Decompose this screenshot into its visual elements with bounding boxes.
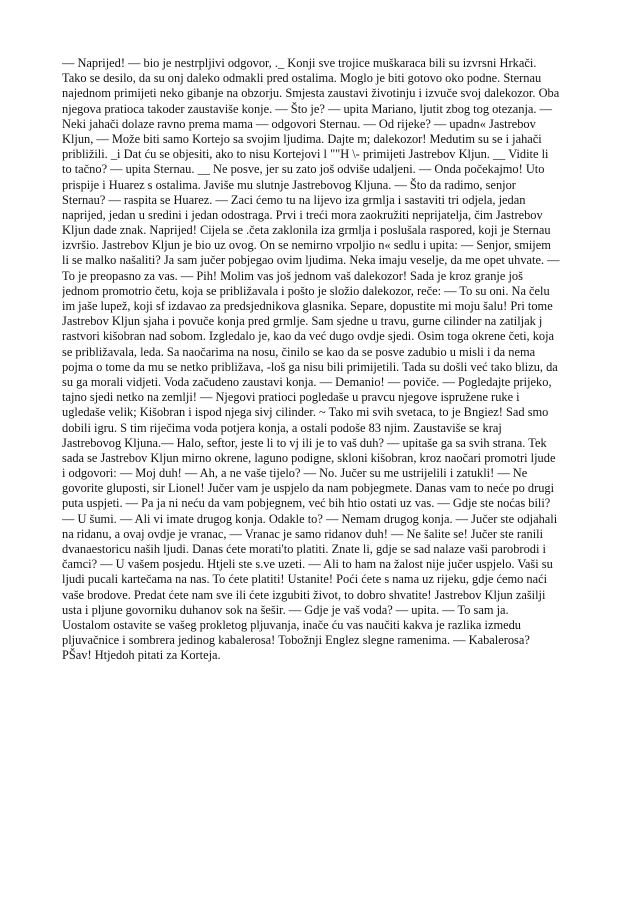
text-line: naprijed, jedan u sredini i jedan odostraga. Prvi i treći mora zaokružiti neprijatelja, čim Jastrebov: [62, 207, 543, 222]
text-line: Kljun dade znak. Naprijed! Cijela se .četa zaklonila iza grmlja i poslušala raspored, koji je Sternau: [62, 223, 551, 238]
text-line: ljudi pucali kartečama na nas. To ćete platiti! Ustanite! Poći ćete s nama uz rijeku, gdje ćemo naći: [62, 572, 548, 587]
text-line: — U šumi. — Ali vi imate drugog konja. Odakle to? — Nemam drugog konja. — Jučer ste odjahali: [62, 511, 558, 526]
text-line: Tako se desilo, da su onj daleko odmakli pred ostalima. Moglo je biti gotovo oko podne. Sternau: [62, 71, 542, 86]
text-line: Sternau? — raspita se Huarez. — Zaci ćemo tu na lijevo iza grmlja i sastaviti tri odjela, jedan: [62, 192, 526, 207]
text-line: To je preopasno za vas. — Pih! Molim vas još jednom vaš dalekozor! Sada je kroz granje još: [62, 268, 523, 283]
text-line: njegova pratioca takoder zaustaviše konje. — Što je? — upita Mariano, ljutit zbog tog otezanja. —: [62, 101, 552, 116]
text-line: čamci? — U vašem posjedu. Htjeli ste s.ve uzeti. — Ali to ham na žalost nije jučer uspjelo. Vaši su: [62, 557, 553, 572]
text-line: izvršio. Jastrebov Kljun je bio uz ovog. On se nemirno vrpoljio n« sedlu i upita: — Senjor, smijem: [62, 238, 551, 253]
text-line: PŠav! Htjedoh pitati za Korteja.: [62, 648, 221, 663]
text-line: li se malko našaliti? Ja sam jučer pobjegao ovim ljudima. Neka imaju veselje, da me opet uhvate. —: [62, 253, 560, 268]
text-line: tajno sjedi netko na zemlji! — Njegovi pratioci pogledaše u pravcu njegove ispružene ruke i: [62, 390, 520, 405]
text-line: se približavala, leda. Sa naočarima na nosu, činilo se kao da se posve zadubio u misli i da nema: [62, 344, 536, 359]
text-line: približili. _i Dat ću se objesiti, ako to nisu Kortejovi l ""H \- primijeti Jastrebov Kljun. __ Vidite li: [62, 147, 549, 162]
text-line: ugledaše velik; Kišobran i ispod njega sivj cilinder. ~ Tako mi svih svetaca, to je Bngiez! Sad smo: [62, 405, 549, 420]
text-line: pojma o tome da mu se netko približava, -loš ga nisu bili primijetili. Tada su došli već tako blizu, da: [62, 359, 558, 374]
text-line: Kljun, — Može biti samo Kortejo sa svojim ljudima. Dajte m; dalekozor! Medutim su se i jahači: [62, 131, 542, 146]
text-line: usta i pljune govorniku duhanov sok na šešir. — Gdje je vaš voda? — upita. — To sam ja.: [62, 602, 509, 617]
body-text: [62, 56, 582, 664]
text-line: dvanaestoricu naših ljudi. Danas ćete morati'to platiti. Znate li, gdje se sad nalaze vaši parobrodi i: [62, 542, 546, 556]
text-line: to tačno? — upita Sternau. __ Ne posve, jer su zato još odviše udaljeni. — Onda počekajmo! Uto: [62, 162, 545, 177]
text-line: jednom promotrio četu, koja se približavala i pošto je složio dalekozor, reče: — To su oni. Na čelu: [62, 283, 550, 298]
text-line: Neki jahači dolaze ravno prema mama — odgovori Sternau. — Od rijeke? — upadn« Jastrebov: [62, 116, 536, 131]
text-line: vaše brodove. Predat ćete nam sve ili ćete izgubiti život, to dobro shvatite! Jastrebov Kljun zašilji: [62, 587, 546, 602]
text-line: sada se Jastrebov Kljun mirno okrene, laguno podigne, skloni kišobran, kroz naočari promotri ljude: [62, 450, 556, 465]
text-line: rastvori kišobran nad sobom. Izgledalo je, kao da već dugo ovdje sjedi. Osim toga okrene četi, koja: [62, 329, 555, 344]
text-line: pljuvačnice i sombrera jedinog kabalerosa! Tobožnji Englez slegne ramenima. — Kabalerosa?: [62, 633, 530, 648]
text-line: su ga morali vidjeti. Voda začudeno zaustavi konja. — Demanio! — poviče. — Pogledajte prijeko,: [62, 374, 552, 389]
text-line: Jastrebov Kljun sjaha i povuče konja pred grmlje. Sam sjedne u travu, gurne cilinder na zatiljak j: [62, 314, 543, 329]
text-line: i odgovori: — Moj duh! — Ah, a ne vaše tijelo? — No. Jučer su me ustrijelili i zatukli! — Ne: [62, 466, 528, 481]
text-line: govorite gluposti, sir Lionel! Jučer vam je uspjelo da nam pobjegmete. Danas vam to neće po drugi: [62, 481, 555, 496]
text-line: najednom primijeti neko gibanje na obzorju. Smjesta zaustavi životinju i izvuče svoj dalekozor. Oba: [62, 86, 560, 101]
text-line: na ridanu, a ovaj ovdje je vranac, — Vranac je samo ridanov duh! — Ne šalite se! Jučer ste ranili: [62, 526, 544, 541]
text-line: Uostalom ostavite se vašeg prokletog pljuvanja, inače ću vas naučiti kakva je razlika izmedu: [62, 617, 521, 632]
text-line: prispije i Huarez s ostalima. Javiše mu slutnje Jastrebovog Kljuna. — Što da radimo, senjor: [62, 177, 516, 192]
text-line: puta uspjeti. — Pa ja ni neću da vam pobjegnem, već bih htio ostati uz vas. — Gdje ste noćas bili?: [62, 496, 551, 511]
text-line: — Naprijed! — bio je nestrpljivi odgovor, ._ Konji sve trojice muškaraca bili su izvrsni Hrkači.: [62, 56, 537, 70]
text-line: dobili igru. S tim riječima voda potjera konja, a ostali podoše 83 njim. Zaustaviše se kraj: [62, 420, 502, 435]
text-line: Jastrebovog Kljuna.— Halo, seftor, jeste li to vj ili je to vaš duh? — upitaše ga sa svih strana. Tek: [62, 435, 547, 450]
text-line: im jaše lupež, koji sf izdavao za predsjednikova glasnika. Separe, dopustite mi moju šalu! Pri tome: [62, 299, 553, 313]
